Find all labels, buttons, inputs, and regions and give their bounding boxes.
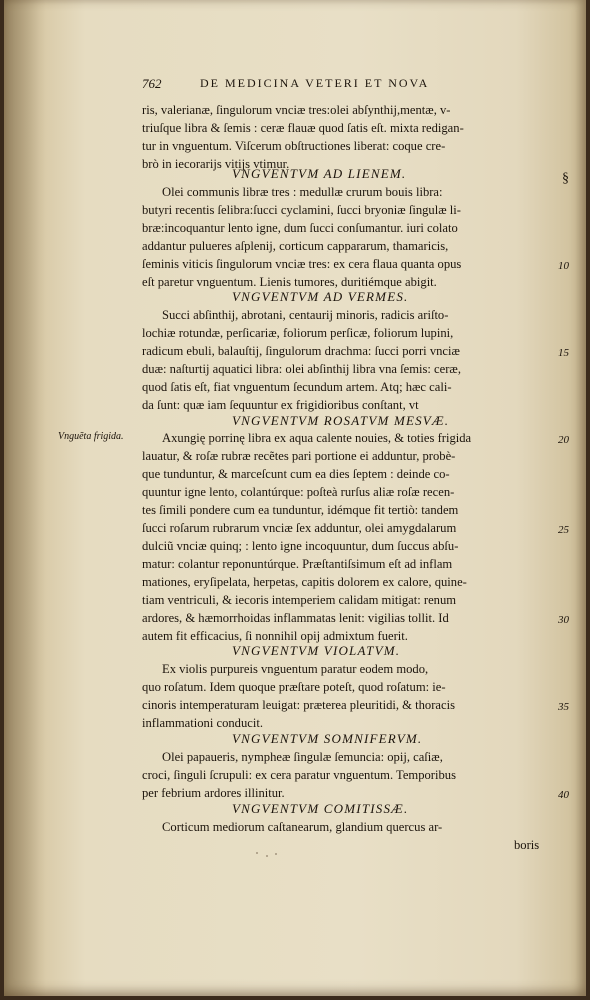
line-number: 40 [558, 789, 569, 801]
text-line: tiam ventriculi, & iecoris intemperiem calidam mitigat: renum [142, 593, 457, 607]
book-page [4, 0, 586, 996]
section-heading: VNGVENTVM VIOLATVM. [232, 643, 401, 658]
text-line: lauatur, & roſæ rubræ recẽtes pari portione ei adduntur, probè- [142, 449, 456, 463]
text-line: lochiæ rotundæ, perſicariæ, foliorum perſicæ, foliorum lupini, [142, 326, 454, 340]
line-number: 15 [558, 347, 569, 359]
text-line: quo roſatum. Idem quoque præſtare poteſt, quod roſatum: ie- [142, 680, 446, 694]
text-line: bræ:incoquantur lento igne, dum ſucci conſumantur. iuri colato [142, 221, 458, 235]
text-line: matur: colantur reponuntúrque. Præſtantiſsimum eſt ad inflam [142, 557, 453, 571]
text-line: ardores, & hæmorrhoidas inflammatas lenit: vigilias tollit. Id [142, 611, 449, 625]
section-mark: § [562, 171, 569, 186]
text-line: per febrium ardores illinitur. [142, 786, 285, 800]
text-line: ſeminis viticis ſingulorum vnciæ tres: ex cera flaua quanta opus [142, 257, 462, 271]
text-line: mationes, eryſipelata, herpetas, capitis dolorem ex calore, quine- [142, 575, 467, 589]
paper-speck [256, 852, 258, 854]
text-line: tur in vnguentum. Viſcerum obſtructiones liberat: coque cre- [142, 139, 446, 153]
section-heading: VNGVENTVM ROSATVM MESVÆ. [232, 413, 450, 428]
text-line: duæ: naſturtij aquatici libra: olei abſinthij libra vna ſemis: ceræ, [142, 362, 461, 376]
text-line: ris, valerianæ, ſingulorum vnciæ tres:olei abſynthij,mentæ, v- [142, 103, 451, 117]
line-number: 25 [558, 524, 569, 536]
text-line: autem fit efficacius, ſi nonnihil opij admixtum fuerit. [142, 629, 408, 643]
text-line: brò in iecorarijs vitijs vtimur. [142, 157, 290, 171]
line-number: 20 [558, 434, 569, 446]
marginal-note: Vnguẽta frigida. [58, 431, 124, 442]
page-header [142, 76, 522, 96]
text-line: butyri recentis ſelibra:ſucci cyclamini, ſucci bryoniæ ſingulæ li- [142, 203, 461, 217]
paper-speck [266, 855, 268, 857]
text-line: quod ſatis eſt, fiat vnguentum ſecundum artem. Atq; hæc cali- [142, 380, 452, 394]
text-line: cinoris intemperaturam leuigat: præterea pleuritidi, & thoracis [142, 698, 455, 712]
text-line: que tunduntur, & marceſcunt cum ea dies ſeptem : deinde co- [142, 467, 450, 481]
text-line: Succi abſinthij, abrotani, centaurij minoris, radicis ariſto- [162, 308, 449, 322]
text-line: Axungię porrinę libra ex aqua calente nouies, & toties frigida [162, 431, 472, 445]
text-line: inflammationi conducit. [142, 716, 264, 730]
text-line: radicum ebuli, balauſtij, ſingulorum drachma: ſucci porri vnciæ [142, 344, 460, 358]
paper-speck [275, 853, 277, 855]
text-line: croci, ſinguli ſcrupuli: ex cera paratur vnguentum. Temporibus [142, 768, 456, 782]
page-content [4, 0, 586, 996]
text-line: triuſque libra & ſemis : ceræ flauæ quod ſatis eſt. mixta redigan- [142, 121, 464, 135]
text-line: Ex violis purpureis vnguentum paratur eodem modo, [162, 662, 429, 676]
section-heading: VNGVENTVM SOMNIFERVM. [232, 731, 423, 746]
text-line: quuntur igne lento, colantúrque: poſteà rurſus aliæ roſæ recen- [142, 485, 455, 499]
section-heading: VNGVENTVM COMITISSÆ. [232, 801, 409, 816]
text-line: Corticum mediorum caſtanearum, glandium quercus ar- [162, 820, 443, 834]
catchword: boris [514, 838, 540, 852]
running-head: DE MEDICINA VETERI ET NOVA [200, 76, 430, 90]
text-line: ſucci roſarum rubrarum vnciæ ſex adduntur, olei amygdalarum [142, 521, 457, 535]
text-line: da ſunt: quæ iam ſequuntur ex frigidioribus conſtant, vt [142, 398, 419, 412]
text-line: addantur pulueres aſplenij, corticum cappararum, thamaricis, [142, 239, 449, 253]
page-number: 762 [142, 76, 162, 91]
text-line: Olei papaueris, nympheæ ſingulæ ſemuncia: opij, caſiæ, [162, 750, 443, 764]
text-line: tes ſimili pondere cum ea tunduntur, idémque fit tertiò: tandem [142, 503, 459, 517]
text-line: dulciũ vnciæ quinq; : lento igne incoquuntur, dum ſuccus abſu- [142, 539, 459, 553]
text-line: Olei communis libræ tres : medullæ crurum bouis libra: [162, 185, 443, 199]
section-heading: VNGVENTVM AD LIENEM. [232, 166, 407, 181]
line-number: 10 [558, 260, 569, 272]
line-number: 35 [558, 701, 569, 713]
text-line: eſt paretur vnguentum. Lienis tumores, duritiémque abigit. [142, 275, 437, 289]
section-heading: VNGVENTVM AD VERMES. [232, 289, 409, 304]
line-number: 30 [558, 614, 569, 626]
